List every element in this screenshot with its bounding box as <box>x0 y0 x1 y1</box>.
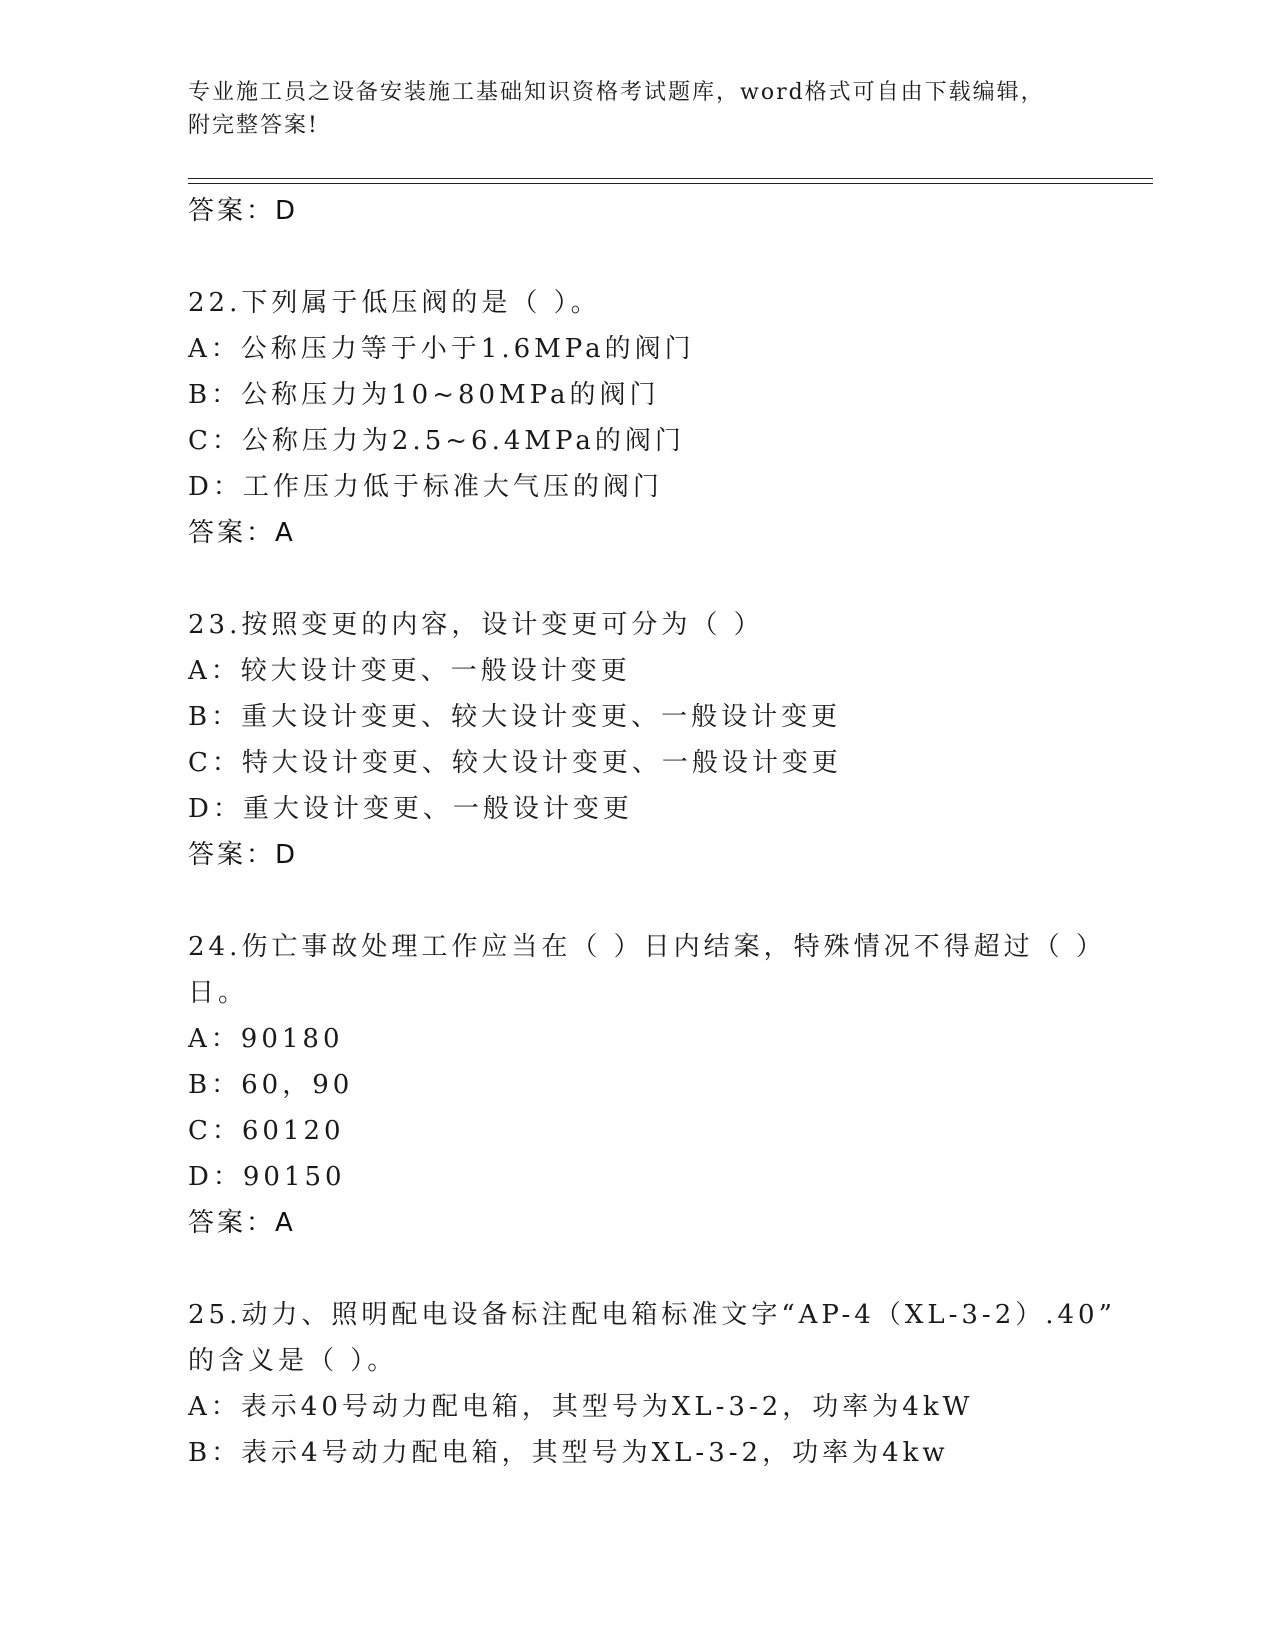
question-24 <box>188 924 1106 1246</box>
option-c: C：60120 <box>188 1116 345 1146</box>
question-stem-continued: 日。 <box>188 978 249 1008</box>
header-divider-bottom <box>188 183 1153 184</box>
header-divider-top <box>188 178 1153 179</box>
option-b: B：重大设计变更、较大设计变更、一般设计变更 <box>188 702 842 732</box>
option-d: D：90150 <box>188 1162 346 1192</box>
spacer <box>188 556 1088 602</box>
spacer <box>188 878 1088 924</box>
answer-line: 答案：A <box>188 518 296 548</box>
option-d: D：重大设计变更、一般设计变更 <box>188 794 633 824</box>
header-line-1: 专业施工员之设备安装施工基础知识资格考试题库，word格式可自由下载编辑， <box>188 80 1045 105</box>
option-d: D：工作压力低于标准大气压的阀门 <box>188 472 663 502</box>
option-a: A：90180 <box>188 1024 344 1054</box>
answer-line: 答案：A <box>188 1208 296 1238</box>
option-b: B：60，90 <box>188 1070 354 1100</box>
question-stem: 24.伤亡事故处理工作应当在（ ）日内结案，特殊情况不得超过（ ） <box>188 932 1106 962</box>
header-line-2: 附完整答案! <box>188 113 319 138</box>
option-a: A：较大设计变更、一般设计变更 <box>188 656 631 686</box>
previous-answer: 答案：D <box>188 196 299 226</box>
option-c: C：公称压力为2.5~6.4MPa的阀门 <box>188 426 685 456</box>
question-22 <box>188 280 1088 556</box>
question-stem: 22.下列属于低压阀的是（ ）。 <box>188 288 601 318</box>
option-b: B：表示4号动力配电箱，其型号为XL-3-2，功率为4kw <box>188 1438 949 1468</box>
question-stem: 23.按照变更的内容，设计变更可分为（ ） <box>188 610 764 640</box>
question-stem-continued: 的含义是（ ）。 <box>188 1346 398 1376</box>
question-23 <box>188 602 1088 878</box>
question-stem: 25.动力、照明配电设备标注配电箱标准文字“AP-4（XL-3-2）.40” <box>188 1300 1116 1330</box>
question-25 <box>188 1292 1116 1476</box>
document-header <box>188 76 1088 142</box>
answer-line: 答案：D <box>188 840 299 870</box>
spacer <box>188 1246 1088 1292</box>
option-c: C：特大设计变更、较大设计变更、一般设计变更 <box>188 748 842 778</box>
option-a: A：表示40号动力配电箱，其型号为XL-3-2，功率为4kW <box>188 1392 974 1422</box>
question-list <box>188 188 1116 1476</box>
option-b: B：公称压力为10~80MPa的阀门 <box>188 380 660 410</box>
spacer <box>188 234 1088 280</box>
option-a: A：公称压力等于小于1.6MPa的阀门 <box>188 334 695 364</box>
